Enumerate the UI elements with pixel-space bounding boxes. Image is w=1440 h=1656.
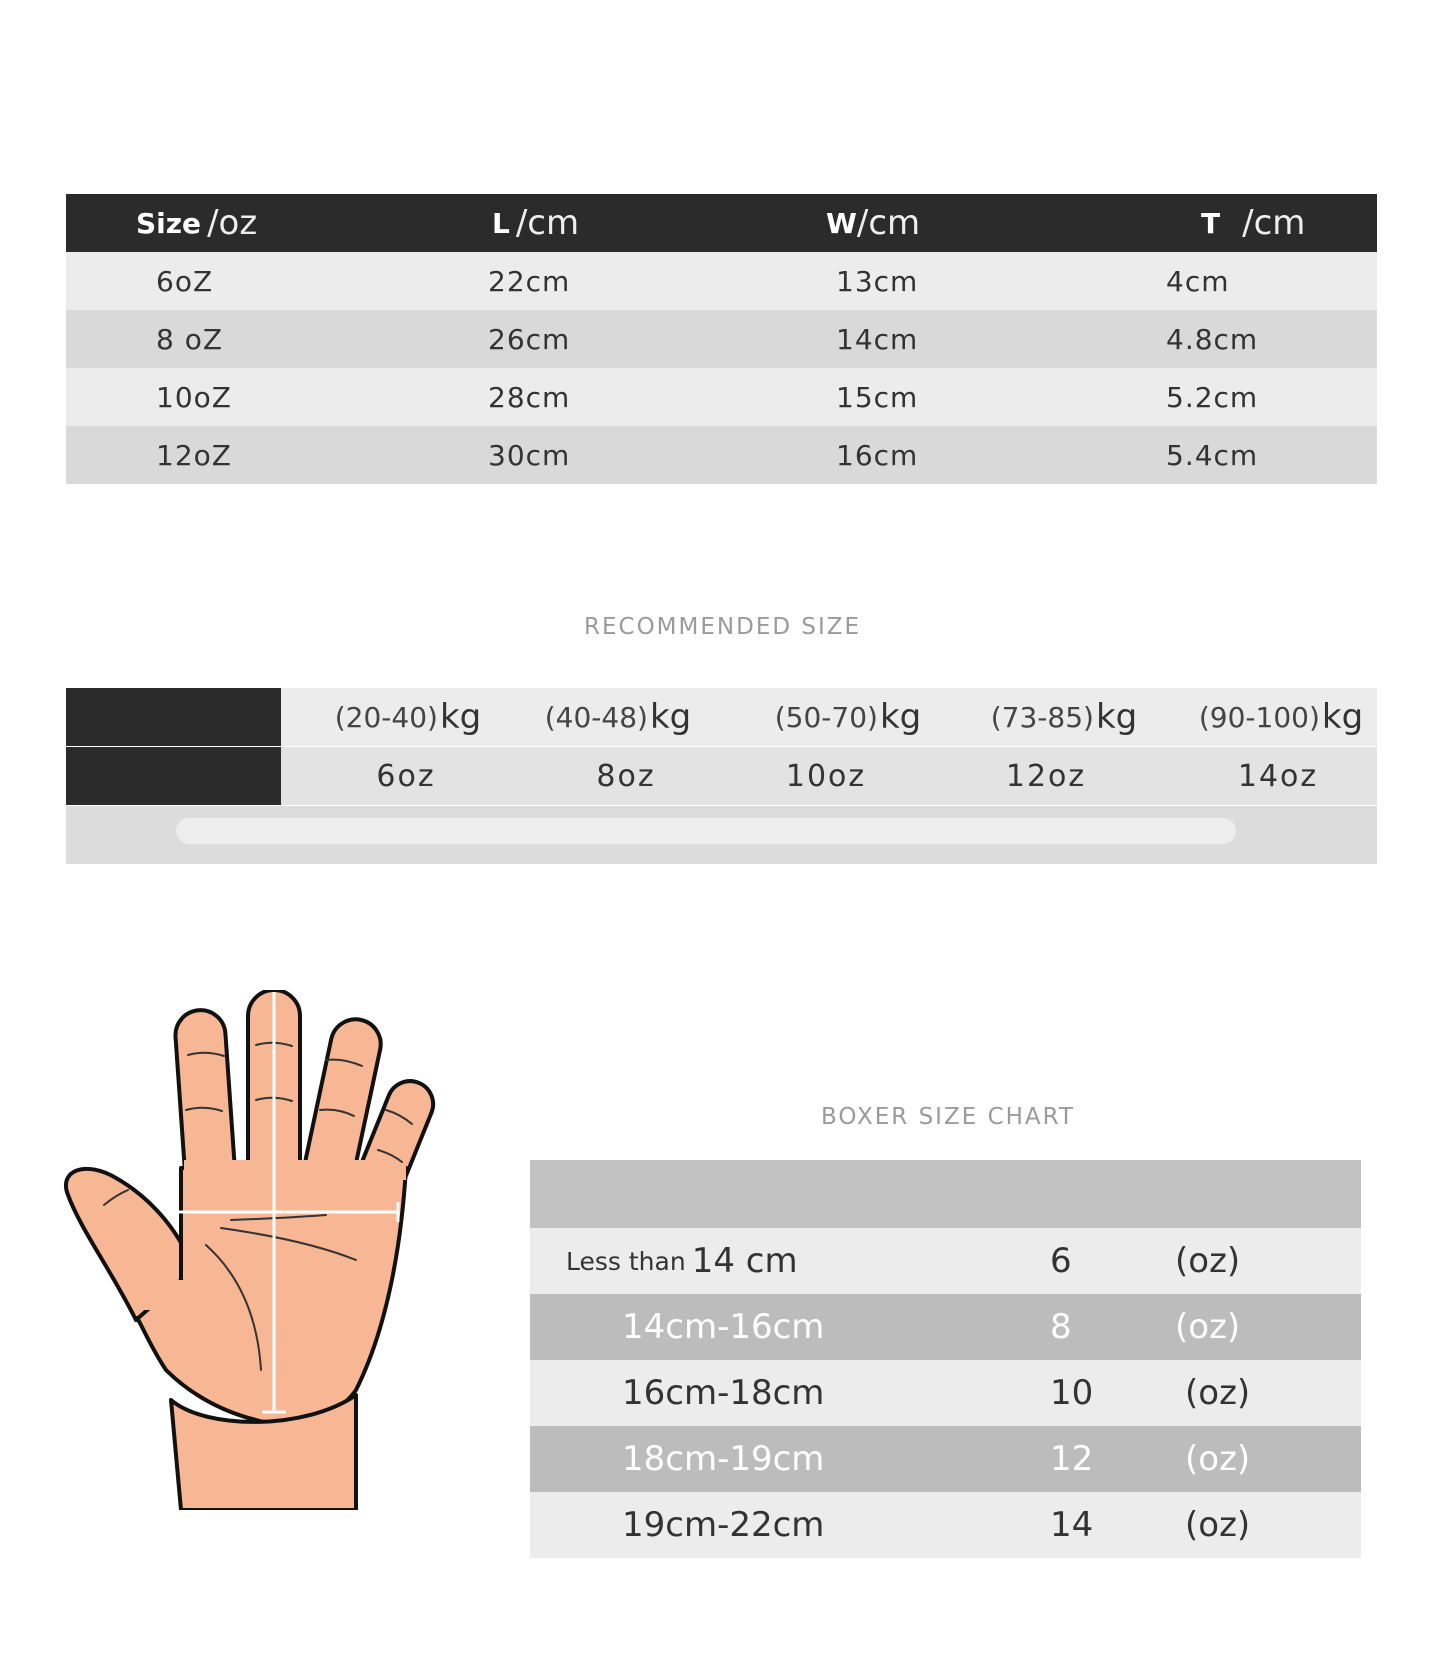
table-row [66, 368, 1377, 426]
hand-size-cell: Less than 14 cm [566, 1241, 798, 1281]
weight-row [66, 688, 1377, 746]
size-cell: 12oz [1005, 758, 1087, 794]
hand-size-cell: 18cm-19cm [622, 1439, 825, 1479]
unit-cell: (oz) [1185, 1505, 1251, 1545]
hand-measurement-illustration [56, 990, 476, 1510]
size-row [66, 747, 1377, 805]
glove-size-cell: 6 [1050, 1241, 1072, 1281]
thickness-cell: 5.4cm [1166, 438, 1259, 472]
length-cell: 22cm [488, 264, 571, 298]
weight-cell: (90-100) kg [1198, 697, 1364, 737]
header-length: L /cm [492, 203, 580, 243]
table-row [530, 1426, 1361, 1492]
row-label-block [66, 747, 281, 805]
width-cell: 13cm [836, 264, 919, 298]
table-row [530, 1294, 1361, 1360]
boxer-table-header [530, 1160, 1361, 1228]
width-cell: 16cm [836, 438, 919, 472]
table-row [530, 1492, 1361, 1558]
width-cell: 14cm [836, 322, 919, 356]
size-cell: 10oz [785, 758, 867, 794]
table-row [530, 1360, 1361, 1426]
hand-size-cell: 19cm-22cm [622, 1505, 825, 1545]
table-row [66, 310, 1377, 368]
unit-cell: (oz) [1185, 1373, 1251, 1413]
unit-cell: (oz) [1185, 1439, 1251, 1479]
weight-cell: (40-48) kg [544, 697, 692, 737]
hand-size-cell: 14cm-16cm [622, 1307, 825, 1347]
unit-cell: (oz) [1175, 1241, 1241, 1281]
glove-size-cell: 10 [1050, 1373, 1094, 1413]
unit-cell: (oz) [1175, 1307, 1241, 1347]
recommended-size-caption: RECOMMENDED SIZE [584, 614, 862, 640]
weight-cell: (50-70) kg [774, 697, 922, 737]
size-cell: 8oz [596, 758, 656, 794]
size-cell: 6oZ [156, 264, 214, 298]
length-cell: 26cm [488, 322, 571, 356]
header-size: Size /oz [136, 203, 258, 243]
thickness-cell: 4.8cm [1166, 322, 1259, 356]
glove-size-cell: 8 [1050, 1307, 1072, 1347]
row-label-block [66, 688, 281, 746]
thickness-cell: 4cm [1166, 264, 1230, 298]
blurred-strip [176, 818, 1236, 844]
size-cell: 8 oZ [156, 322, 224, 356]
size-cell: 6oz [376, 758, 436, 794]
width-cell: 15cm [836, 380, 919, 414]
hand-icon [66, 990, 440, 1510]
hand-size-cell: 16cm-18cm [622, 1373, 825, 1413]
recommended-size-table [66, 688, 1377, 864]
table-row [66, 252, 1377, 310]
header-width: W /cm [826, 203, 921, 243]
size-cell: 10oZ [156, 380, 232, 414]
glove-size-cell: 12 [1050, 1439, 1094, 1479]
size-table-header [66, 194, 1377, 252]
header-thickness: T /cm [1201, 203, 1306, 243]
length-cell: 30cm [488, 438, 571, 472]
weight-cell: (20-40) kg [334, 697, 482, 737]
glove-size-cell: 14 [1050, 1505, 1094, 1545]
size-cell: 14oz [1237, 758, 1319, 794]
weight-cell: (73-85) kg [990, 697, 1138, 737]
thickness-cell: 5.2cm [1166, 380, 1259, 414]
empty-row [66, 806, 1377, 864]
table-row [66, 426, 1377, 484]
boxer-size-chart-caption: BOXER SIZE CHART [821, 1104, 1076, 1130]
table-row [530, 1228, 1361, 1294]
size-cell: 12oZ [156, 438, 232, 472]
length-cell: 28cm [488, 380, 571, 414]
boxer-size-table [530, 1160, 1361, 1558]
size-table [66, 194, 1377, 484]
